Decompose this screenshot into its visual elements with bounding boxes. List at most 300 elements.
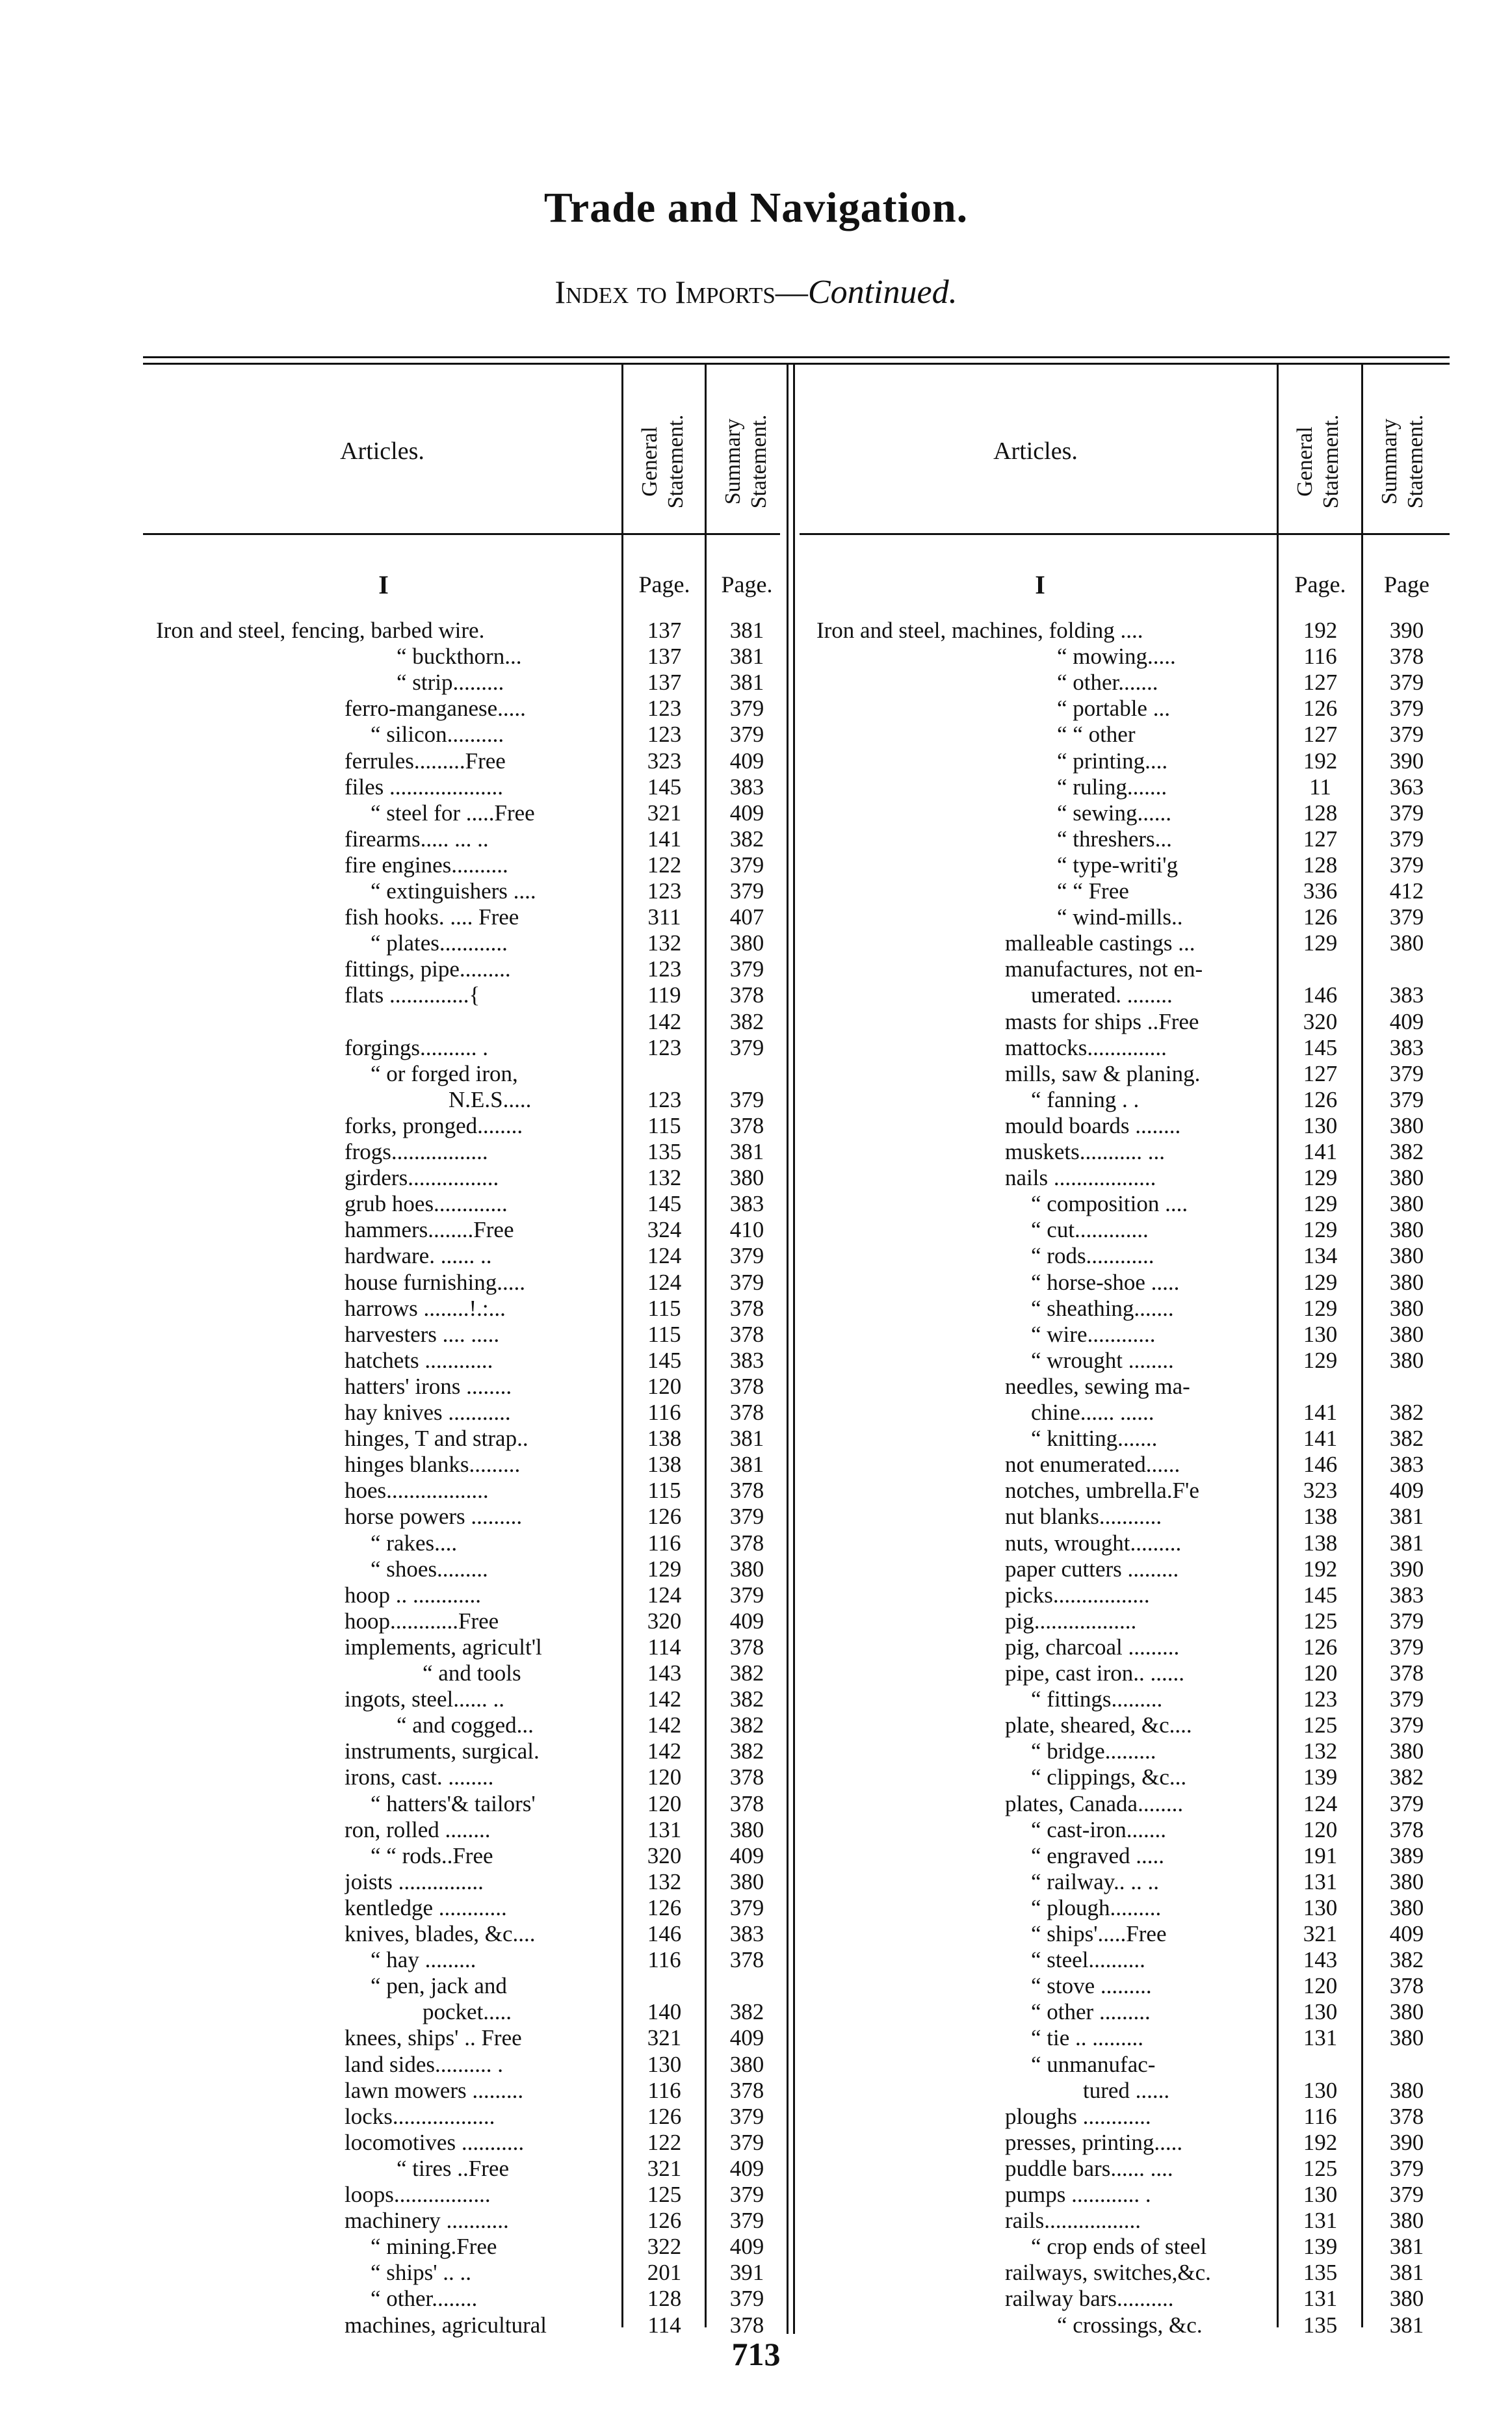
article-name: nuts, wrought.........: [1005, 1530, 1182, 1556]
article-name: pumps ............ .: [1005, 2182, 1151, 2207]
top-rule: [143, 356, 1450, 358]
general-page: 122: [647, 2129, 682, 2155]
summary-page: 382: [729, 1999, 764, 2025]
article-name: “ wind-mills..: [1057, 904, 1183, 930]
summary-page: 379: [729, 2208, 764, 2234]
general-page: 135: [1303, 2312, 1338, 2338]
general-page: 119: [647, 982, 681, 1008]
general-page: 129: [1303, 1295, 1338, 1321]
general-page: 141: [1303, 1400, 1338, 1425]
article-name: knives, blades, &c....: [345, 1921, 536, 1946]
summary-page: 383: [1389, 982, 1424, 1008]
general-page: 120: [647, 1790, 682, 1816]
col-rule-2: [705, 364, 707, 2327]
summary-page: 379: [729, 2129, 764, 2155]
col-rule-4: [793, 364, 795, 2334]
summary-page: 389: [1389, 1842, 1424, 1868]
general-page: 135: [647, 1139, 682, 1164]
summary-page: 378: [1389, 1660, 1424, 1686]
summary-page: 382: [729, 826, 764, 852]
general-page: 131: [1303, 2286, 1338, 2312]
summary-page: 380: [1389, 1269, 1424, 1295]
general-page: 192: [1303, 2129, 1338, 2155]
general-page: 124: [647, 1269, 682, 1295]
general-page: 130: [1303, 2182, 1338, 2207]
general-page: 129: [647, 1556, 682, 1582]
general-page: 132: [647, 1868, 682, 1894]
general-page: 116: [647, 1400, 681, 1425]
summary-page: 410: [729, 1217, 764, 1243]
summary-page: 380: [1389, 1217, 1424, 1243]
summary-page: 379: [729, 2182, 764, 2207]
page-label-right-general: Page.: [1294, 571, 1346, 597]
summary-page: 380: [729, 1165, 764, 1191]
general-page: 126: [1303, 1086, 1338, 1112]
header-articles-right: Articles.: [993, 438, 1078, 465]
general-page: 120: [1303, 1816, 1338, 1842]
summary-page: 379: [729, 1269, 764, 1295]
general-page: 145: [1303, 1582, 1338, 1608]
summary-page: 379: [1389, 2155, 1424, 2181]
article-name: “ shoes.........: [371, 1556, 488, 1582]
general-page: 124: [647, 1243, 682, 1269]
summary-page: 379: [1389, 1712, 1424, 1738]
article-name: “ horse-shoe .....: [1031, 1269, 1180, 1295]
summary-page: 379: [729, 722, 764, 748]
summary-page: 378: [729, 1112, 764, 1138]
general-page: 321: [1303, 1921, 1338, 1946]
summary-page: 379: [1389, 800, 1424, 826]
general-page: 125: [647, 2182, 682, 2207]
general-page: 201: [647, 2260, 682, 2286]
summary-page: 409: [1389, 1008, 1424, 1034]
article-name: “ wrought ........: [1031, 1347, 1174, 1373]
general-page: 145: [1303, 1034, 1338, 1060]
article-name: “ cast-iron.......: [1031, 1816, 1166, 1842]
general-page: 120: [647, 1373, 682, 1399]
general-page: 127: [1303, 1060, 1338, 1086]
summary-page: 380: [1389, 2025, 1424, 2051]
general-page: 116: [647, 2077, 681, 2103]
article-name: “ unmanufac-: [1031, 2051, 1156, 2077]
page-label-left-summary: Page.: [721, 571, 773, 597]
summary-page: 380: [1389, 2208, 1424, 2234]
summary-page: 409: [729, 2234, 764, 2260]
general-page: 145: [647, 1347, 682, 1373]
article-name: “ steel for .....Free: [371, 800, 535, 826]
article-name: “ and tools: [423, 1660, 521, 1686]
summary-page: 409: [729, 2155, 764, 2181]
header-general-right: General Statement.: [1293, 414, 1343, 509]
article-name: hatchets ............: [345, 1347, 493, 1373]
col-rule-6: [1361, 364, 1363, 2327]
article-name: mould boards ........: [1005, 1112, 1181, 1138]
summary-page: 383: [729, 1191, 764, 1217]
article-name: “ sheathing.......: [1031, 1295, 1174, 1321]
summary-page: 379: [729, 1034, 764, 1060]
article-name: “ mowing.....: [1057, 644, 1176, 670]
article-name: muskets........... ...: [1005, 1139, 1165, 1164]
article-name: “ clippings, &c...: [1031, 1764, 1187, 1790]
summary-page: 381: [729, 1452, 764, 1478]
summary-page: 409: [1389, 1478, 1424, 1504]
general-page: 138: [1303, 1504, 1338, 1530]
article-name: pig, charcoal .........: [1005, 1634, 1180, 1660]
article-name: ferro-manganese.....: [345, 696, 526, 722]
article-name: “ other.......: [1057, 670, 1158, 696]
col-rule-3: [787, 364, 789, 2334]
summary-page: 380: [1389, 930, 1424, 956]
general-page: 129: [1303, 1165, 1338, 1191]
top-rule-2: [143, 363, 1450, 365]
summary-page: 379: [729, 1504, 764, 1530]
summary-page: 378: [729, 1947, 764, 1973]
article-name: rails.................: [1005, 2208, 1141, 2234]
general-page: 143: [647, 1660, 682, 1686]
article-name: machinery ...........: [345, 2208, 509, 2234]
summary-page: 382: [1389, 1139, 1424, 1164]
article-name: ron, rolled ........: [345, 1816, 491, 1842]
summary-page: 380: [729, 1868, 764, 1894]
article-name: “ mining.Free: [371, 2234, 497, 2260]
article-name: nut blanks...........: [1005, 1504, 1162, 1530]
article-name: “ extinguishers ....: [371, 878, 536, 904]
article-name: railways, switches,&c.: [1005, 2260, 1211, 2286]
general-page: 145: [647, 774, 682, 800]
article-name: “ crossings, &c.: [1057, 2312, 1203, 2338]
article-name: “ other........: [371, 2286, 478, 2312]
summary-page: 378: [729, 982, 764, 1008]
article-name: “ stove .........: [1031, 1973, 1152, 1999]
summary-page: 409: [729, 1608, 764, 1634]
article-name: “ sewing......: [1057, 800, 1171, 826]
summary-page: 378: [1389, 644, 1424, 670]
summary-page: 390: [1389, 618, 1424, 643]
article-name: house furnishing.....: [345, 1269, 526, 1295]
summary-page: 378: [729, 1295, 764, 1321]
page-title: Trade and Navigation.: [543, 184, 969, 231]
summary-page: 380: [1389, 1999, 1424, 2025]
summary-page: 379: [1389, 722, 1424, 748]
summary-page: 382: [729, 1712, 764, 1738]
general-page: 141: [1303, 1139, 1338, 1164]
summary-page: 379: [1389, 1634, 1424, 1660]
article-name: “ railway.. .. ..: [1031, 1868, 1159, 1894]
summary-page: 390: [1389, 2129, 1424, 2155]
summary-page: 382: [729, 1738, 764, 1764]
general-page: 116: [1303, 644, 1337, 670]
general-page: 126: [1303, 1634, 1338, 1660]
general-page: 126: [647, 2208, 682, 2234]
summary-page: 381: [729, 618, 764, 643]
summary-page: 380: [1389, 2286, 1424, 2312]
article-name: “ “ other: [1057, 722, 1136, 748]
summary-page: 381: [729, 670, 764, 696]
general-page: 123: [647, 696, 682, 722]
general-page: 141: [647, 826, 682, 852]
summary-page: 380: [1389, 2077, 1424, 2103]
header-general-left: General Statement.: [638, 414, 688, 509]
general-page: 140: [647, 1999, 682, 2025]
article-name: “ rods............: [1031, 1243, 1154, 1269]
summary-page: 380: [1389, 1165, 1424, 1191]
article-name: picks.................: [1005, 1582, 1150, 1608]
general-page: 123: [647, 1034, 682, 1060]
summary-page: 390: [1389, 748, 1424, 774]
summary-page: 363: [1389, 774, 1424, 800]
general-page: 192: [1303, 618, 1338, 643]
general-page: 126: [1303, 904, 1338, 930]
article-name: “ plough.........: [1031, 1894, 1162, 1920]
general-page: 324: [647, 1217, 682, 1243]
article-name: mills, saw & planing.: [1005, 1060, 1201, 1086]
summary-page: 379: [1389, 670, 1424, 696]
header-rule-right: [800, 533, 1450, 535]
general-page: 123: [647, 722, 682, 748]
general-page: 320: [647, 1842, 682, 1868]
general-page: 123: [647, 956, 682, 982]
article-name: “ strip.........: [397, 670, 504, 696]
summary-page: 379: [729, 956, 764, 982]
article-name: hammers........Free: [345, 1217, 514, 1243]
general-page: 137: [647, 670, 682, 696]
summary-page: 378: [729, 1321, 764, 1347]
summary-page: 379: [729, 2286, 764, 2312]
general-page: 127: [1303, 826, 1338, 852]
subtitle-continued: Continued.: [807, 274, 958, 311]
article-name: “ buckthorn...: [397, 644, 522, 670]
article-name: horse powers .........: [345, 1504, 523, 1530]
general-page: 132: [1303, 1738, 1338, 1764]
general-page: 128: [1303, 852, 1338, 878]
article-name: “ fittings.........: [1031, 1686, 1163, 1712]
article-name: “ portable ...: [1057, 696, 1170, 722]
general-page: 125: [1303, 1712, 1338, 1738]
general-page: 115: [647, 1321, 681, 1347]
summary-page: 380: [1389, 1868, 1424, 1894]
article-name: notches, umbrella.F'e: [1005, 1478, 1199, 1504]
article-name: umerated. ........: [1031, 982, 1173, 1008]
general-page: 138: [647, 1426, 682, 1452]
general-page: 191: [1303, 1842, 1338, 1868]
article-name: not enumerated......: [1005, 1452, 1180, 1478]
article-name: “ printing....: [1057, 748, 1168, 774]
summary-page: 379: [1389, 852, 1424, 878]
summary-page: 379: [1389, 1086, 1424, 1112]
article-name: “ crop ends of steel: [1031, 2234, 1207, 2260]
article-name: harvesters .... .....: [345, 1321, 500, 1347]
summary-page: 382: [729, 1008, 764, 1034]
article-name: “ ships'.....Free: [1031, 1921, 1167, 1946]
summary-page: 379: [1389, 904, 1424, 930]
general-page: 142: [647, 1738, 682, 1764]
general-page: 129: [1303, 1269, 1338, 1295]
general-page: 336: [1303, 878, 1338, 904]
general-page: 142: [647, 1686, 682, 1712]
general-page: 146: [1303, 1452, 1338, 1478]
summary-page: 379: [729, 1086, 764, 1112]
general-page: 115: [647, 1478, 681, 1504]
general-page: 128: [1303, 800, 1338, 826]
general-page: 125: [1303, 1608, 1338, 1634]
article-name: “ hay .........: [371, 1947, 476, 1973]
summary-page: 378: [729, 2077, 764, 2103]
summary-page: 378: [729, 1764, 764, 1790]
summary-page: 380: [729, 930, 764, 956]
article-name: implements, agricult'l: [345, 1634, 542, 1660]
general-page: 125: [1303, 2155, 1338, 2181]
summary-page: 378: [729, 1530, 764, 1556]
summary-page: 379: [729, 852, 764, 878]
article-name: “ knitting.......: [1031, 1426, 1158, 1452]
article-name: “ “ rods..Free: [371, 1842, 493, 1868]
article-name: “ “ Free: [1057, 878, 1129, 904]
general-page: 138: [1303, 1530, 1338, 1556]
article-name: “ or forged iron,: [371, 1060, 518, 1086]
general-page: 127: [1303, 670, 1338, 696]
article-name: joists ...............: [345, 1868, 484, 1894]
header-summary-left: Summary Statement.: [721, 414, 771, 509]
article-name: locks..................: [345, 2103, 495, 2129]
general-page: 126: [1303, 696, 1338, 722]
article-name: Iron and steel, fencing, barbed wire.: [156, 618, 485, 643]
summary-page: 381: [729, 1426, 764, 1452]
summary-page: 380: [729, 2051, 764, 2077]
summary-page: 379: [1389, 1790, 1424, 1816]
summary-page: 379: [729, 2103, 764, 2129]
summary-page: 379: [729, 1894, 764, 1920]
article-name: harrows ........!.:...: [345, 1295, 506, 1321]
summary-page: 381: [1389, 2234, 1424, 2260]
article-name: plate, sheared, &c....: [1005, 1712, 1192, 1738]
article-name: pocket.....: [423, 1999, 512, 2025]
general-page: 139: [1303, 2234, 1338, 2260]
article-name: “ rakes....: [371, 1530, 458, 1556]
summary-page: 379: [729, 878, 764, 904]
general-page: 120: [647, 1764, 682, 1790]
article-name: machines, agricultural: [345, 2312, 547, 2338]
header-articles-left: Articles.: [340, 438, 424, 465]
summary-page: 379: [729, 1582, 764, 1608]
summary-page: 380: [1389, 1295, 1424, 1321]
general-page: 320: [1303, 1008, 1338, 1034]
general-page: 129: [1303, 1347, 1338, 1373]
article-name: fire engines..........: [345, 852, 508, 878]
article-name: pig..................: [1005, 1608, 1137, 1634]
summary-page: 380: [1389, 1347, 1424, 1373]
general-page: 131: [647, 1816, 682, 1842]
general-page: 146: [647, 1921, 682, 1946]
summary-page: 382: [1389, 1947, 1424, 1973]
summary-page: 409: [729, 1842, 764, 1868]
summary-page: 409: [729, 748, 764, 774]
summary-page: 382: [729, 1660, 764, 1686]
article-name: “ tires ..Free: [397, 2155, 509, 2181]
summary-page: 380: [729, 1816, 764, 1842]
general-page: 192: [1303, 748, 1338, 774]
general-page: 115: [647, 1295, 681, 1321]
general-page: 323: [1303, 1478, 1338, 1504]
article-name: ingots, steel...... ..: [345, 1686, 504, 1712]
summary-page: 379: [1389, 1608, 1424, 1634]
article-name: hoop............Free: [345, 1608, 499, 1634]
article-name: “ steel..........: [1031, 1947, 1145, 1973]
summary-page: 381: [1389, 2260, 1424, 2286]
summary-page: 407: [729, 904, 764, 930]
article-name: hoes..................: [345, 1478, 489, 1504]
article-name: “ ships' .. ..: [371, 2260, 472, 2286]
general-page: 129: [1303, 1217, 1338, 1243]
general-page: 115: [647, 1112, 681, 1138]
summary-page: 409: [1389, 1921, 1424, 1946]
general-page: 322: [647, 2234, 682, 2260]
article-name: ploughs ............: [1005, 2103, 1151, 2129]
summary-page: 381: [1389, 1530, 1424, 1556]
general-page: 124: [647, 1582, 682, 1608]
summary-page: 382: [1389, 1400, 1424, 1425]
summary-page: 378: [1389, 2103, 1424, 2129]
summary-page: 380: [1389, 1738, 1424, 1764]
summary-page: 378: [729, 1373, 764, 1399]
article-name: manufactures, not en-: [1005, 956, 1203, 982]
article-name: ferrules.........Free: [345, 748, 506, 774]
summary-page: 379: [729, 1243, 764, 1269]
general-page: 126: [647, 1894, 682, 1920]
general-page: 123: [647, 1086, 682, 1112]
summary-page: 391: [729, 2260, 764, 2286]
summary-page: 380: [1389, 1243, 1424, 1269]
page-label-right-summary: Page: [1384, 571, 1429, 597]
article-name: “ fanning . .: [1031, 1086, 1140, 1112]
article-name: files ....................: [345, 774, 504, 800]
summary-page: 378: [1389, 1973, 1424, 1999]
article-name: hatters' irons ........: [345, 1373, 512, 1399]
general-page: 145: [647, 1191, 682, 1217]
general-page: 126: [647, 1504, 682, 1530]
page-number: 713: [731, 2336, 781, 2372]
general-page: 137: [647, 618, 682, 643]
summary-page: 380: [1389, 1894, 1424, 1920]
article-name: “ plates............: [371, 930, 508, 956]
article-name: fittings, pipe.........: [345, 956, 511, 982]
article-name: hinges blanks.........: [345, 1452, 521, 1478]
article-name: paper cutters .........: [1005, 1556, 1179, 1582]
summary-page: 379: [1389, 1060, 1424, 1086]
general-page: 311: [647, 904, 681, 930]
section-letter-right: I: [1035, 570, 1045, 599]
general-page: 123: [1303, 1686, 1338, 1712]
general-page: 116: [647, 1947, 681, 1973]
general-page: 129: [1303, 1191, 1338, 1217]
general-page: 116: [1303, 2103, 1337, 2129]
general-page: 123: [647, 878, 682, 904]
general-page: 11: [1309, 774, 1331, 800]
general-page: 321: [647, 2025, 682, 2051]
article-name: land sides.......... .: [345, 2051, 504, 2077]
summary-page: 380: [1389, 1112, 1424, 1138]
general-page: 130: [1303, 1321, 1338, 1347]
general-page: 120: [1303, 1973, 1338, 1999]
general-page: 122: [647, 852, 682, 878]
general-page: 124: [1303, 1790, 1338, 1816]
general-page: 130: [1303, 2077, 1338, 2103]
general-page: 192: [1303, 1556, 1338, 1582]
summary-page: 378: [729, 2312, 764, 2338]
article-name: hay knives ...........: [345, 1400, 511, 1425]
general-page: 114: [647, 1634, 681, 1660]
article-name: pipe, cast iron.. ......: [1005, 1660, 1185, 1686]
summary-page: 379: [1389, 2182, 1424, 2207]
